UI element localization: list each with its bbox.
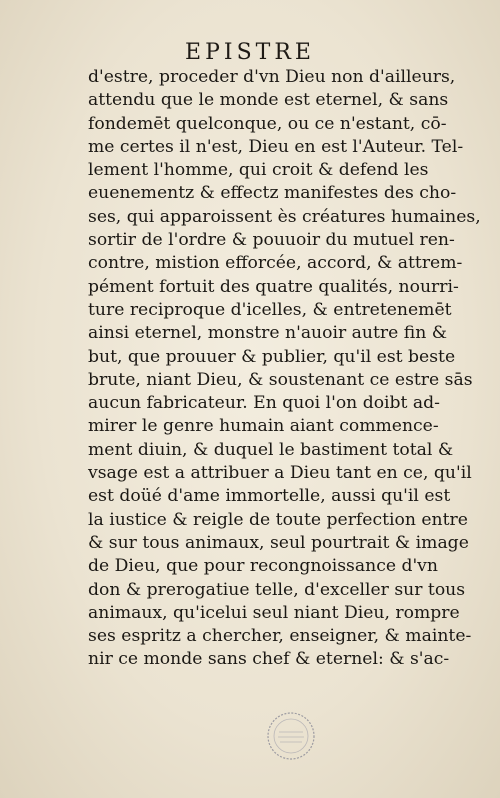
text-line: euenementz & effectz manifestes des cho- <box>88 183 457 204</box>
text-line: ainsi eternel, monstre n'auoir autre fin & <box>88 323 448 344</box>
text-line: nir ce monde sans chef & eternel: & s'ac- <box>88 649 450 670</box>
text-line: ses, qui apparoissent ès créatures humaines, <box>88 206 481 227</box>
text-line: d'estre, proceder d'vn Dieu non d'ailleurs, <box>88 67 456 87</box>
text-line: contre, mistion efforcée, accord, & attrem- <box>88 253 463 274</box>
text-line: sortir de l'ordre & pouuoir du mutuel ren- <box>88 230 455 251</box>
running-header: EPISTRE <box>185 40 315 65</box>
body-text <box>88 66 481 672</box>
text-line: don & prerogatiue telle, d'exceller sur tous <box>88 579 466 600</box>
text-line: mirer le genre humain aiant commence- <box>88 416 439 437</box>
text-line: fondemēt quelconque, ou ce n'estant, cō- <box>88 113 447 134</box>
text-line: attendu que le monde est eternel, & sans <box>88 90 449 111</box>
text-line: pément fortuit des quatre qualités, nourri- <box>88 276 459 297</box>
text-line: me certes il n'est, Dieu en est l'Auteur. Tel- <box>88 136 464 157</box>
text-line: la iustice & reigle de toute perfection entre <box>88 509 468 530</box>
text-line: est doüé d'ame immortelle, aussi qu'il est <box>88 486 451 507</box>
text-line: but, que prouuer & publier, qu'il est beste <box>88 346 456 367</box>
text-line: vsage est a attribuer a Dieu tant en ce, qu'il <box>88 463 472 484</box>
text-line: brute, niant Dieu, & soustenant ce estre sās <box>88 369 473 390</box>
text-line: lement l'homme, qui croit & defend les <box>88 160 429 181</box>
library-stamp-icon <box>265 710 317 762</box>
text-line: de Dieu, que pour recongnoissance d'vn <box>88 556 438 577</box>
text-line: & sur tous animaux, seul pourtrait & image <box>88 532 469 553</box>
text-line: ses espritz a chercher, enseigner, & mainte- <box>88 626 472 647</box>
text-line: animaux, qu'icelui seul niant Dieu, rompre <box>88 602 460 623</box>
text-line: aucun fabricateur. En quoi l'on doibt ad- <box>88 393 440 414</box>
text-line: ture reciproque d'icelles, & entretenemēt <box>88 299 452 320</box>
text-line: ment diuin, & duquel le bastiment total & <box>88 439 454 460</box>
